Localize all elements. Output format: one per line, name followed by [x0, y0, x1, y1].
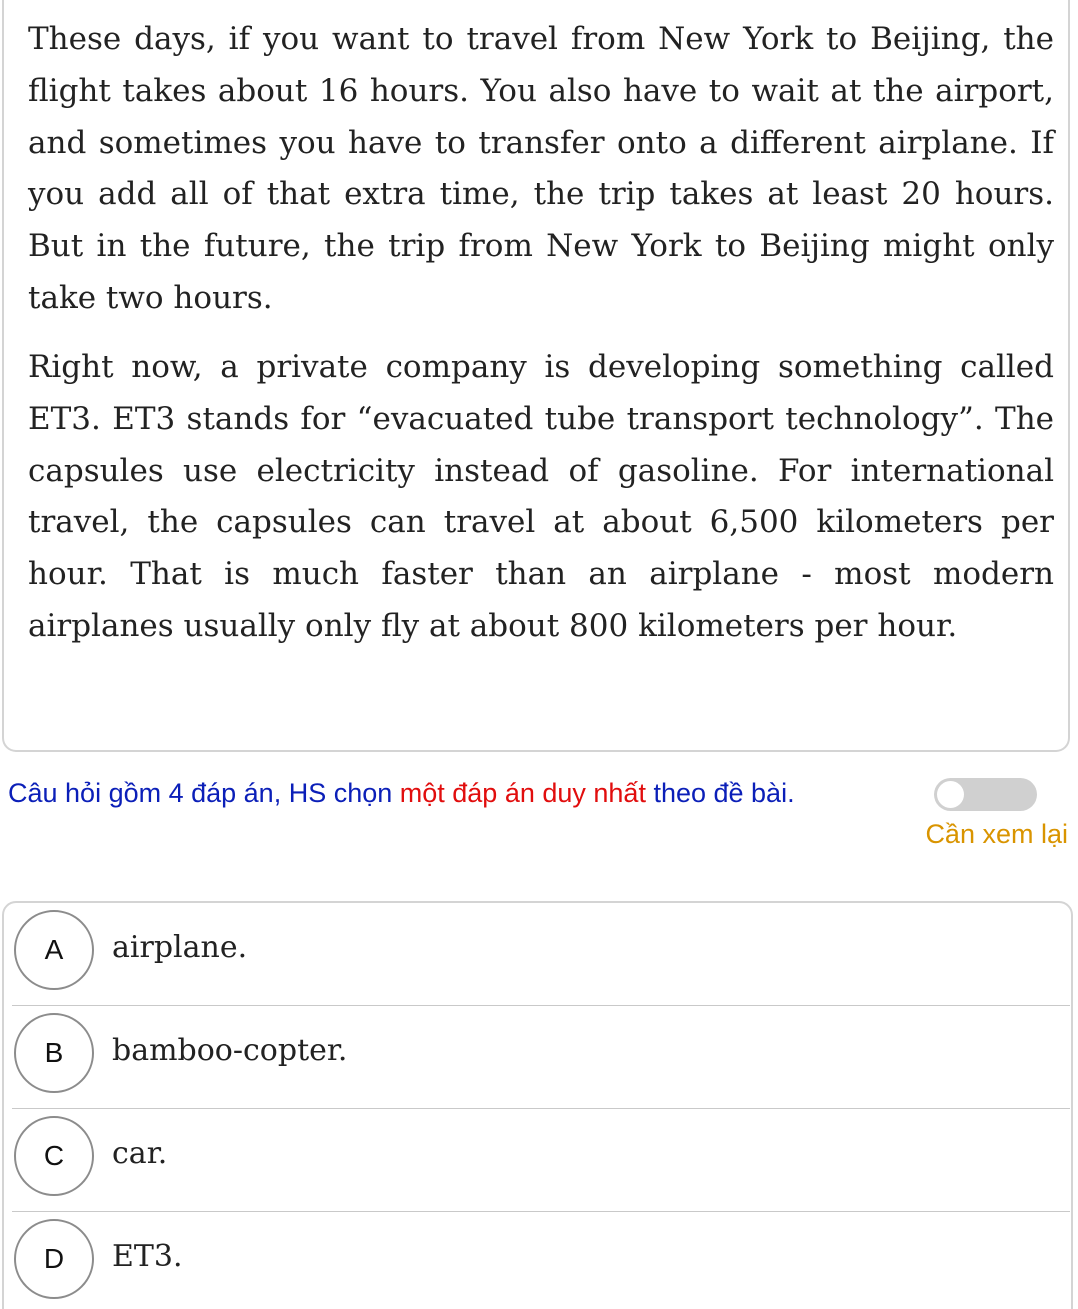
review-toggle-knob[interactable] [937, 781, 964, 808]
question-instruction [8, 774, 888, 813]
option-a-letter-circle[interactable]: A [14, 910, 94, 990]
option-c-text[interactable]: car. [112, 1136, 168, 1171]
option-b-text[interactable]: bamboo-copter. [112, 1033, 348, 1068]
option-c-letter-circle[interactable]: C [14, 1116, 94, 1196]
instruction-text-emphasis: một đáp án duy nhất [399, 778, 646, 808]
review-toggle[interactable] [934, 778, 1037, 811]
option-a[interactable] [12, 903, 1070, 1006]
option-b[interactable] [12, 1006, 1070, 1109]
instruction-text-part-2: theo đề bài. [645, 778, 795, 808]
option-a-text[interactable]: airplane. [112, 930, 248, 965]
option-d-letter-circle[interactable]: D [14, 1219, 94, 1299]
option-b-letter-circle[interactable]: B [14, 1013, 94, 1093]
option-c[interactable] [12, 1109, 1070, 1212]
reading-passage-card [2, 0, 1070, 752]
option-d[interactable] [12, 1212, 1070, 1309]
answer-options-card [2, 901, 1073, 1309]
instruction-text-part-1: Câu hỏi gồm 4 đáp án, HS chọn [8, 778, 400, 808]
passage-paragraph-1: These days, if you want to travel from New York to Beijing, the flight takes about 16 hours. You also have to wait at the airport, and sometimes you have to transfer onto a different airplane. If you add all of that extra time, the trip takes at least 20 hours. But in the future, the trip from New York to Beijing might only take two hours. [28, 21, 1054, 316]
review-label: Cần xem lại [925, 819, 1068, 849]
option-d-text[interactable]: ET3. [112, 1239, 183, 1274]
passage-paragraph-2: Right now, a private company is developing something called ET3. ET3 stands for “evacuated tube transport technology”. The capsules use electricity instead of gasoline. For international travel, the capsules can travel at about 6,500 kilometers per hour. That is much faster than an airplane - most modern airplanes usually only fly at about 800 kilometers per hour. [28, 349, 1054, 644]
